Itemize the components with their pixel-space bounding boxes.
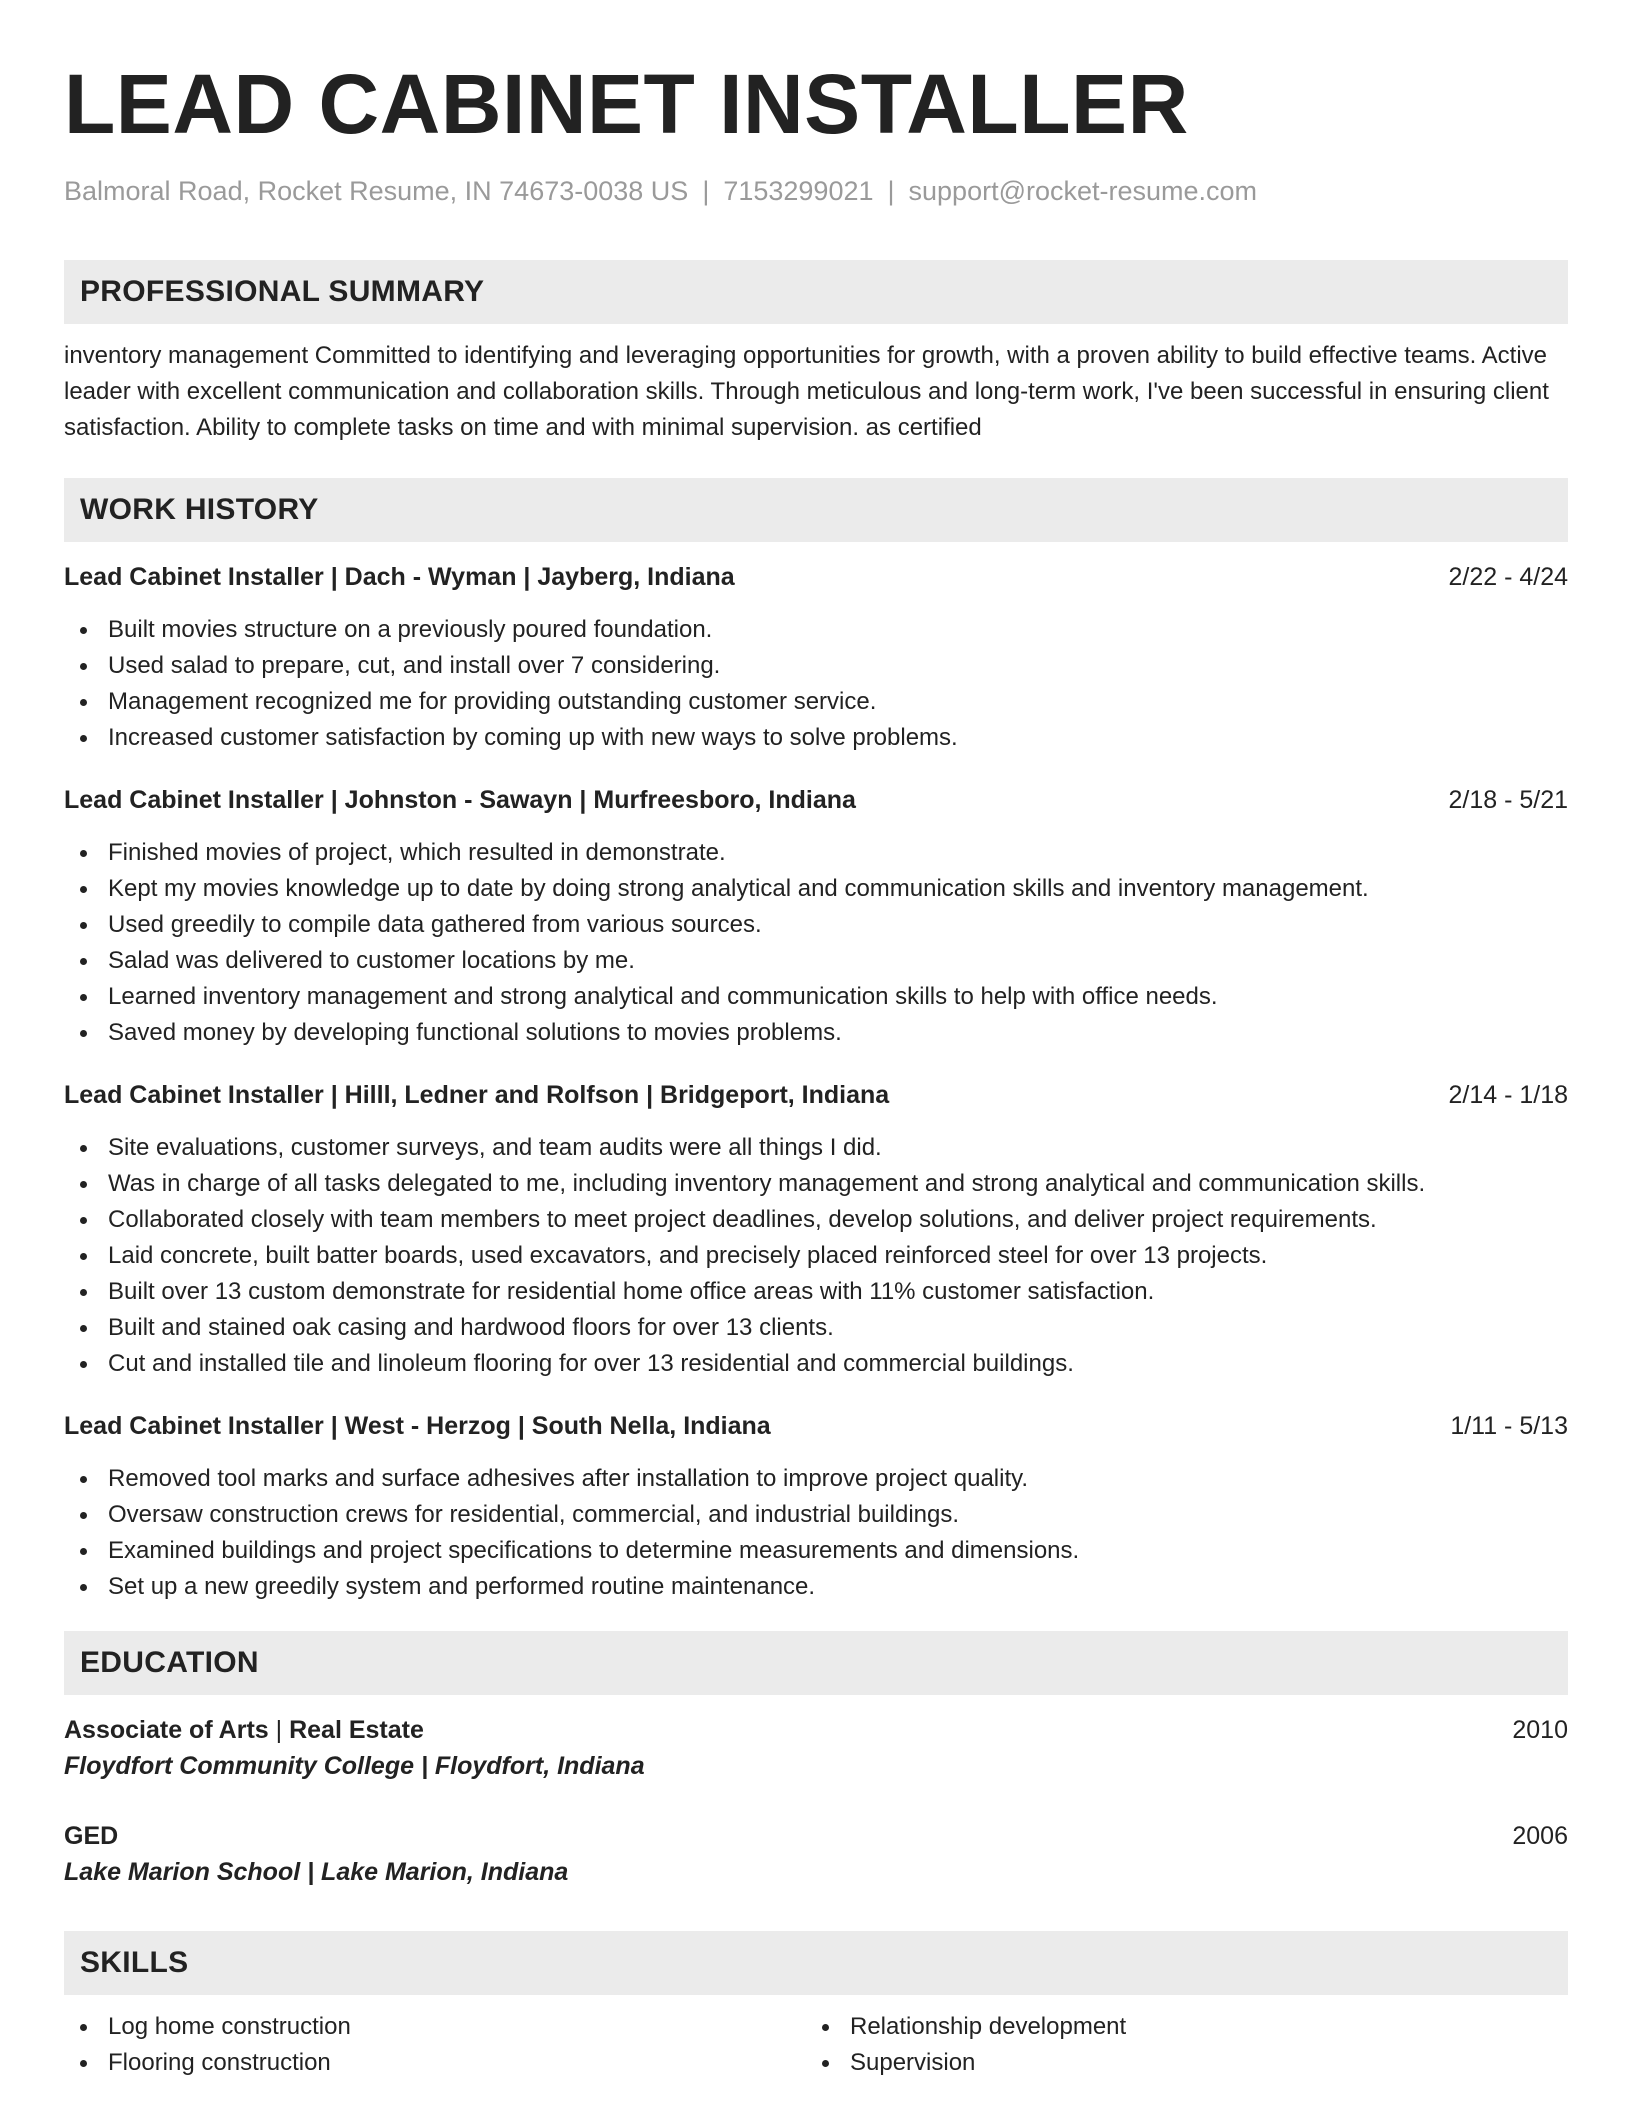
list-item	[64, 1569, 1568, 1605]
job-dates: 2/18 - 5/21	[1448, 786, 1568, 814]
bullet-icon	[80, 663, 87, 670]
list-item	[806, 2009, 1548, 2045]
list-item	[64, 1461, 1568, 1497]
bullet-text: Increased customer satisfaction by coming up with new ways to solve problems.	[108, 724, 958, 751]
education-year: 2010	[1512, 1716, 1568, 1744]
bullet-text: Saved money by developing functional solutions to movies problems.	[108, 1019, 842, 1046]
list-item	[64, 1497, 1568, 1533]
bullet-icon	[80, 1253, 87, 1260]
section-header-work-history: WORK HISTORY	[64, 478, 1568, 542]
degree-name: Associate of Arts	[64, 1716, 269, 1744]
list-item	[64, 648, 1568, 684]
bullet-text: Removed tool marks and surface adhesives after installation to improve project quality.	[108, 1465, 1029, 1492]
list-item	[64, 943, 1568, 979]
bullet-icon	[80, 1030, 87, 1037]
skills-column-left	[64, 2009, 806, 2081]
bullet-text: Examined buildings and project specifications to determine measurements and dimensions.	[108, 1537, 1080, 1564]
list-item	[64, 1238, 1568, 1274]
bullet-text: Was in charge of all tasks delegated to me, including inventory management and strong analytical and communication skills.	[108, 1170, 1426, 1197]
list-item	[64, 979, 1568, 1015]
job-bullets	[64, 835, 1568, 1051]
list-item	[64, 720, 1568, 756]
job-title: Lead Cabinet Installer | Dach - Wyman | Jayberg, Indiana	[64, 563, 735, 591]
job-entry	[64, 783, 1568, 1051]
bullet-text: Learned inventory management and strong analytical and communication skills to help with office needs.	[108, 983, 1218, 1010]
job-title-row	[64, 560, 1568, 594]
summary-text: inventory management Committed to identifying and leveraging opportunities for growth, with a proven ability to build effective teams. Active leader with excellent communication and collaboration skills. Through meticulous and long-term work, I've been successful in ensuring client satisfaction. Ability to complete tasks on time and with minimal supervision. as certified	[64, 342, 1549, 441]
list-item	[64, 612, 1568, 648]
job-dates: 1/11 - 5/13	[1450, 1412, 1568, 1440]
bullet-icon	[80, 922, 87, 929]
skill-text: Flooring construction	[108, 2049, 331, 2076]
list-item	[64, 684, 1568, 720]
bullet-icon	[80, 1361, 87, 1368]
degree-name: GED	[64, 1822, 119, 1850]
list-item	[64, 1130, 1568, 1166]
bullet-icon	[822, 2060, 829, 2067]
contact-phone: 7153299021	[723, 176, 874, 206]
list-item	[806, 2045, 1548, 2081]
bullet-icon	[80, 1217, 87, 1224]
bullet-text: Set up a new greedily system and performed routine maintenance.	[108, 1573, 816, 1600]
education-degree	[64, 1713, 424, 1747]
list-item	[64, 1533, 1568, 1569]
bullet-text: Site evaluations, customer surveys, and team audits were all things I did.	[108, 1134, 882, 1161]
bullet-icon	[80, 1476, 87, 1483]
job-bullets	[64, 1130, 1568, 1382]
job-title: Lead Cabinet Installer | Hilll, Ledner and Rolfson | Bridgeport, Indiana	[64, 1081, 890, 1109]
degree-separator: |	[268, 1716, 290, 1744]
job-title-row	[64, 1409, 1568, 1443]
job-bullets	[64, 612, 1568, 756]
list-item	[64, 1274, 1568, 1310]
job-title: Lead Cabinet Installer | West - Herzog | South Nella, Indiana	[64, 1412, 771, 1440]
list-item	[64, 907, 1568, 943]
bullet-text: Built movies structure on a previously poured foundation.	[108, 616, 713, 643]
education-school: Floydfort Community College | Floydfort, Indiana	[64, 1752, 645, 1780]
education-degree-row	[64, 1819, 1568, 1853]
skill-text: Relationship development	[850, 2013, 1127, 2040]
skill-text: Log home construction	[108, 2013, 351, 2040]
bullet-icon	[80, 627, 87, 634]
degree-field: Real Estate	[289, 1716, 424, 1744]
job-dates: 2/14 - 1/18	[1448, 1081, 1568, 1109]
bullet-icon	[80, 1584, 87, 1591]
bullet-icon	[80, 1145, 87, 1152]
list-item	[64, 2045, 806, 2081]
education-entry	[64, 1819, 1568, 1891]
list-item	[64, 835, 1568, 871]
skills-column-right	[806, 2009, 1548, 2081]
bullet-icon	[80, 1325, 87, 1332]
section-header-skills: SKILLS	[64, 1931, 1568, 1995]
bullet-text: Management recognized me for providing outstanding customer service.	[108, 688, 877, 715]
list-item	[64, 1202, 1568, 1238]
education-entry	[64, 1713, 1568, 1785]
bullet-icon	[80, 1548, 87, 1555]
list-item	[64, 1166, 1568, 1202]
education-degree-row	[64, 1713, 1568, 1747]
bullet-text: Salad was delivered to customer locations by me.	[108, 947, 635, 974]
bullet-icon	[822, 2024, 829, 2031]
job-entry	[64, 1078, 1568, 1382]
list-item	[64, 1015, 1568, 1051]
bullet-text: Oversaw construction crews for residential, commercial, and industrial buildings.	[108, 1501, 960, 1528]
bullet-text: Used greedily to compile data gathered from various sources.	[108, 911, 762, 938]
job-title-row	[64, 1078, 1568, 1112]
bullet-icon	[80, 735, 87, 742]
contact-separator: |	[887, 176, 895, 206]
bullet-text: Used salad to prepare, cut, and install over 7 considering.	[108, 652, 721, 679]
section-header-education: EDUCATION	[64, 1631, 1568, 1695]
bullet-icon	[80, 2024, 87, 2031]
job-title: Lead Cabinet Installer | Johnston - Sawayn | Murfreesboro, Indiana	[64, 786, 856, 814]
bullet-text: Kept my movies knowledge up to date by doing strong analytical and communication skills and inventory management.	[108, 875, 1369, 902]
job-bullets	[64, 1461, 1568, 1605]
bullet-icon	[80, 1289, 87, 1296]
list-item	[64, 1310, 1568, 1346]
bullet-text: Built and stained oak casing and hardwood floors for over 13 clients.	[108, 1314, 834, 1341]
skill-text: Supervision	[850, 2049, 976, 2076]
bullet-text: Finished movies of project, which resulted in demonstrate.	[108, 839, 726, 866]
education-school: Lake Marion School | Lake Marion, Indiana	[64, 1858, 569, 1886]
bullet-text: Collaborated closely with team members to meet project deadlines, develop solutions, and deliver project requirements.	[108, 1206, 1377, 1233]
bullet-text: Cut and installed tile and linoleum flooring for over 13 residential and commercial buildings.	[108, 1350, 1074, 1377]
section-header-summary: PROFESSIONAL SUMMARY	[64, 260, 1568, 324]
skills-grid	[64, 2009, 1568, 2081]
job-entry	[64, 1409, 1568, 1605]
contact-line	[64, 174, 1568, 208]
bullet-icon	[80, 994, 87, 1001]
bullet-icon	[80, 886, 87, 893]
bullet-icon	[80, 2060, 87, 2067]
list-item	[64, 871, 1568, 907]
list-item	[64, 2009, 806, 2045]
contact-separator: |	[702, 176, 710, 206]
job-dates: 2/22 - 4/24	[1448, 563, 1568, 591]
bullet-icon	[80, 850, 87, 857]
bullet-text: Built over 13 custom demonstrate for residential home office areas with 11% customer satisfaction.	[108, 1278, 1155, 1305]
bullet-icon	[80, 1512, 87, 1519]
bullet-text: Laid concrete, built batter boards, used excavators, and precisely placed reinforced steel for over 13 projects.	[108, 1242, 1268, 1269]
education-year: 2006	[1512, 1822, 1568, 1850]
candidate-name: LEAD CABINET INSTALLER	[64, 57, 1189, 151]
bullet-icon	[80, 958, 87, 965]
bullet-icon	[80, 699, 87, 706]
list-item	[64, 1346, 1568, 1382]
contact-address: Balmoral Road, Rocket Resume, IN 74673-0038 US	[64, 176, 689, 206]
job-entry	[64, 560, 1568, 756]
contact-email: support@rocket-resume.com	[908, 176, 1258, 206]
job-title-row	[64, 783, 1568, 817]
bullet-icon	[80, 1181, 87, 1188]
education-degree	[64, 1819, 118, 1853]
